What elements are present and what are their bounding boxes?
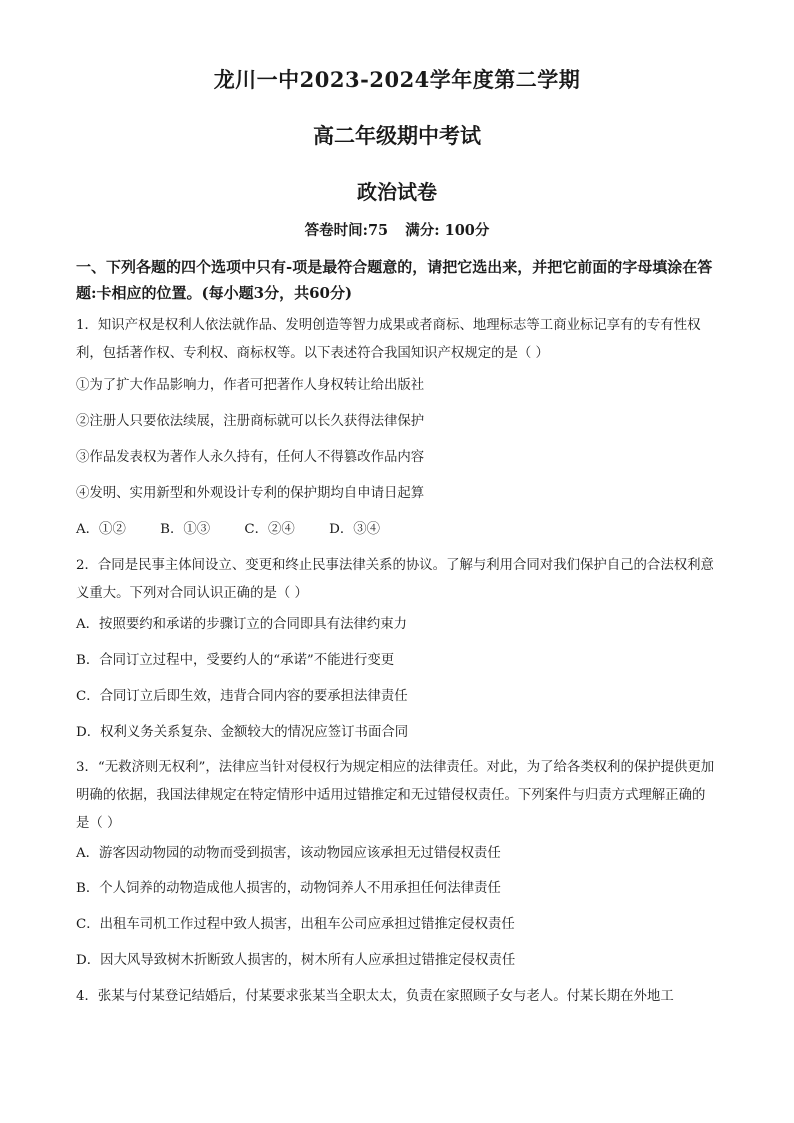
- q1-options: [76, 518, 726, 542]
- q3-option-c: C．出租车司机工作过程中致人损害，出租车公司应承担过错推定侵权责任: [76, 917, 515, 932]
- exam-info: [0, 219, 794, 240]
- q1-statement-2: ②注册人只要依法续展，注册商标就可以长久获得法律保护: [76, 414, 425, 429]
- exam-time: 答卷时间:75: [304, 222, 389, 239]
- q2-option-d: D．权利义务关系复杂、金额较大的情况应签订书面合同: [76, 725, 409, 740]
- q1-statement-4: ④发明、实用新型和外观设计专利的保护期均自申请日起算: [76, 486, 425, 501]
- q2-option-a: A．按照要约和承诺的步骤订立的合同即具有法律约束力: [76, 617, 408, 632]
- q1-option-b: B．①③: [160, 522, 211, 537]
- q1-option-a: A．①②: [76, 522, 126, 537]
- q1-option-d: D．③④: [329, 522, 380, 537]
- section-instruction: 一、下列各题的四个选项中只有-项是最符合题意的，请把它选出来，并把它前面的字母填涂在答题:卡相应的位置。(每小题3分，共60分): [76, 258, 713, 302]
- q1-statement-3: ③作品发表权为著作人永久持有，任何人不得篡改作品内容: [76, 450, 425, 465]
- question-1-stem: 1．知识产权是权利人依法就作品、发明创造等智力成果或者商标、地理标志等工商业标记享有的专有性权利，包括著作权、专利权、商标权等。以下表述符合我国知识产权规定的是（ ）: [76, 318, 701, 361]
- q3-option-b: B．个人饲养的动物造成他人损害的，动物饲养人不用承担任何法律责任: [76, 881, 501, 896]
- q1-option-c: C．②④: [244, 522, 295, 537]
- question-4-stem: 4．张某与付某登记结婚后，付某要求张某当全职太太，负责在家照顾子女与老人。付某长期在外地工: [76, 989, 674, 1004]
- q3-option-a: A．游客因动物园的动物而受到损害，该动物园应该承担无过错侵权责任: [76, 846, 501, 861]
- q2-option-b: B．合同订立过程中，受要约人的“承诺”不能进行变更: [76, 653, 395, 668]
- exam-title: 龙川一中2023-2024学年度第二学期: [213, 67, 581, 92]
- q3-option-d: D．因大风导致树木折断致人损害的，树木所有人应承担过错推定侵权责任: [76, 953, 516, 968]
- q1-statement-1: ①为了扩大作品影响力，作者可把著作人身权转让给出版社: [76, 378, 425, 393]
- full-score: 满分: 100分: [405, 222, 490, 239]
- question-3-stem: 3．“无救济则无权利”，法律应当针对侵权行为规定相应的法律责任。对此，为了给各类权利的保护提供更加明确的依据，我国法律规定在特定情形中适用过错推定和无过错侵权责任。下列案件与归责方式理解正确的是（ ）: [76, 760, 715, 831]
- question-2-stem: 2．合同是民事主体间设立、变更和终止民事法律关系的协议。了解与利用合同对我们保护自己的合法权利意义重大。下列对合同认识正确的是（ ）: [76, 558, 714, 601]
- subject-title: 政治试卷: [357, 180, 437, 204]
- exam-subtitle: 高二年级期中考试: [313, 123, 481, 148]
- q2-option-c: C．合同订立后即生效，违背合同内容的要承担法律责任: [76, 689, 408, 704]
